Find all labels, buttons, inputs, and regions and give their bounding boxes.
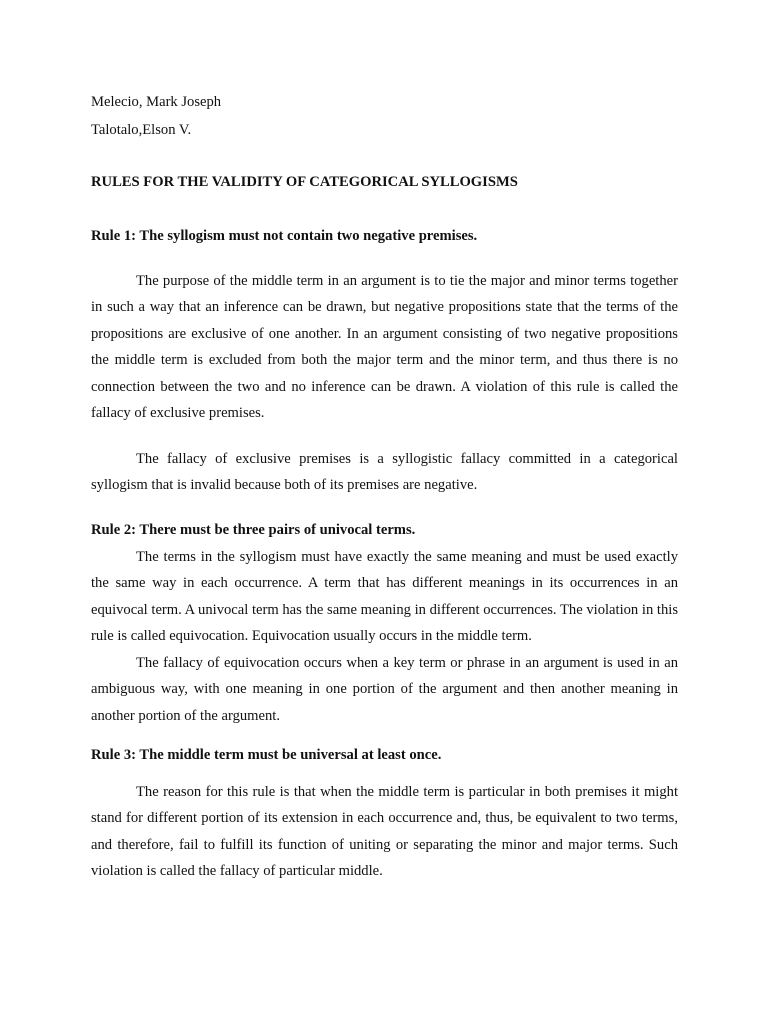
rule-3-paragraph-1: The reason for this rule is that when the middle term is particular in both premises it might stand for different portion of its extension in each occurrence and, thus, be equivalent to two terms, and therefore, fail to fulfill its function of uniting or separating the minor and major terms. Such violation is called the fallacy of particular middle. — [91, 784, 678, 880]
rule-3-heading: Rule 3: The middle term must be universal at least once. — [91, 747, 442, 763]
rule-1-paragraph-2: The fallacy of exclusive premises is a syllogistic fallacy committed in a categorical syllogism that is invalid because both of its premises are negative. — [91, 451, 678, 494]
author-name-2: Talotalo,Elson V. — [91, 122, 192, 138]
rule-1-paragraph-1: The purpose of the middle term in an argument is to tie the major and minor terms together in such a way that an inference can be drawn, but negative propositions state that the terms of the propositions are exclusive of one another. In an argument consisting of two negative propositions the middle term is excluded from both the major term and the minor term, and thus there is no connection between the two and no inference can be drawn. A violation of this rule is called the fallacy of exclusive premises. — [91, 273, 678, 422]
rule-2-paragraph-2: The fallacy of equivocation occurs when a key term or phrase in an argument is used in an ambiguous way, with one meaning in one portion of the argument and then another meaning in another portion of the argument. — [91, 655, 678, 724]
rule-2-paragraph-1: The terms in the syllogism must have exactly the same meaning and must be used exactly the same way in each occurrence. A term that has different meanings in its occurrences in an equivocal term. A univocal term has the same meaning in different occurrences. The violation in this rule is called equivocation. Equivocation usually occurs in the middle term. — [91, 549, 678, 645]
rule-2-heading: Rule 2: There must be three pairs of univocal terms. — [91, 522, 416, 538]
author-name-1: Melecio, Mark Joseph — [91, 94, 222, 110]
document-title: RULES FOR THE VALIDITY OF CATEGORICAL SYLLOGISMS — [91, 174, 518, 190]
rule-1-heading: Rule 1: The syllogism must not contain two negative premises. — [91, 228, 478, 244]
